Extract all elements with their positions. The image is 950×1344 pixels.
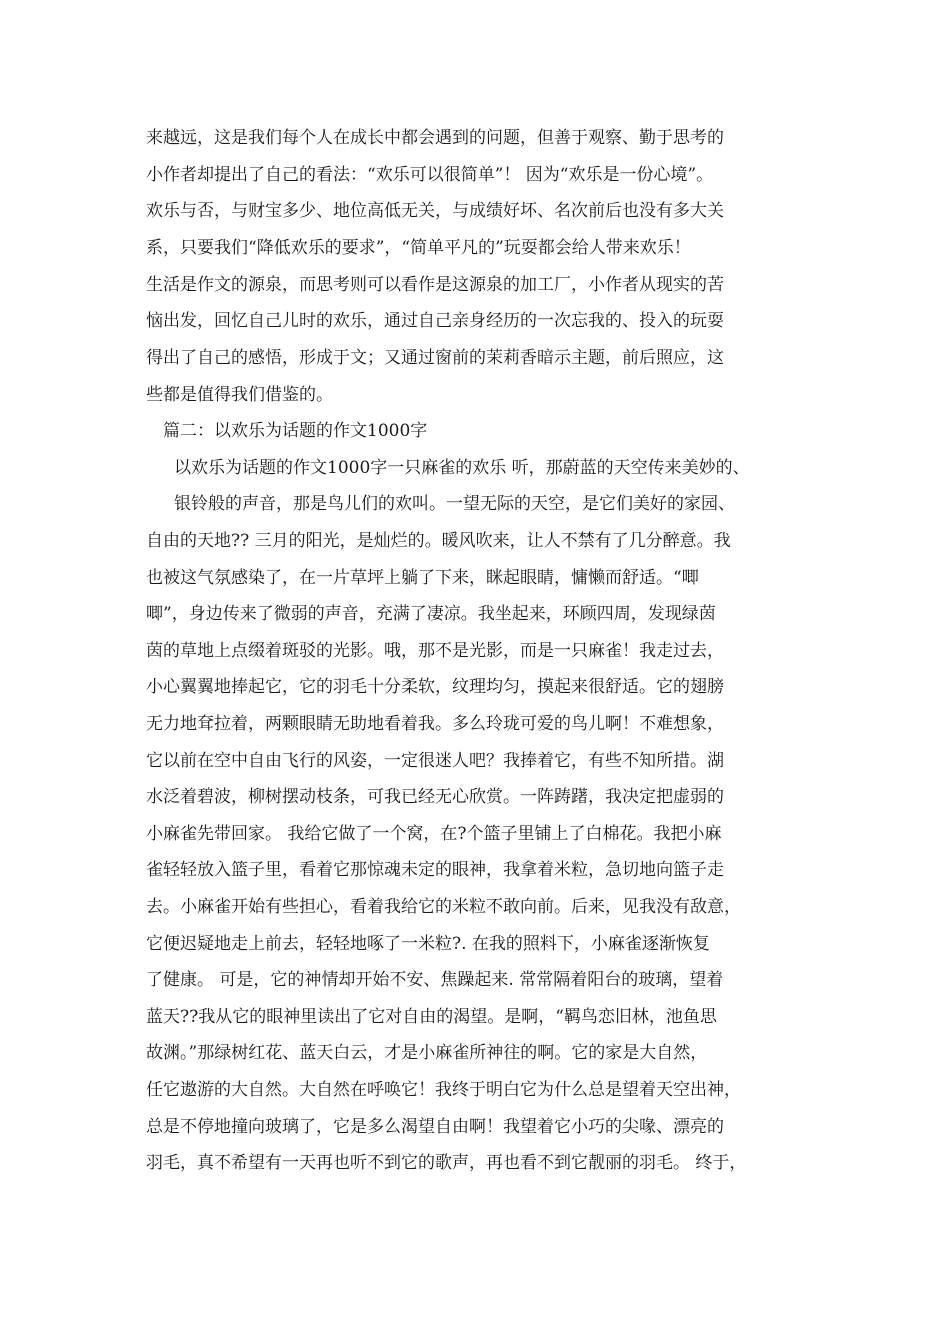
text-line: 它便迟疑地走上前去，轻轻地啄了一米粒?. 在我的照料下，小麻雀逐渐恢复 xyxy=(146,934,710,954)
text-line: 雀轻轻放入篮子里，看着它那惊魂未定的眼神，我拿着米粒，急切地向篮子走 xyxy=(146,860,724,880)
text-line: 羽毛，真不希望有一天再也听不到它的歌声，再也看不到它靓丽的羽毛。 终于， xyxy=(146,1153,747,1173)
text-line: 来越远，这是我们每个人在成长中都会遇到的问题，但善于观察、勤于思考的 xyxy=(146,128,724,148)
text-line: 得出了自己的感悟，形成于文；又通过窗前的茉莉香暗示主题，前后照应，这 xyxy=(146,348,724,368)
text-line: 蓝天??我从它的眼神里读出了它对自由的渴望。是啊，“羁鸟恋旧林，池鱼思 xyxy=(146,1007,717,1027)
text-line: 了健康。 可是，它的神情却开始不安、焦躁起来. 常常隔着阳台的玻璃，望着 xyxy=(146,970,724,990)
text-line: 它以前在空中自由飞行的风姿，一定很迷人吧？我捧着它，有些不知所措。湖 xyxy=(146,751,724,771)
text-line: 银铃般的声音，那是鸟儿们的欢叫。一望无际的天空，是它们美好的家园、 xyxy=(174,494,735,514)
text-line: 唧”，身边传来了微弱的声音，充满了凄凉。我坐起来，环顾四周，发现绿茵 xyxy=(146,604,716,624)
text-line: 小心翼翼地捧起它，它的羽毛十分柔软，纹理均匀，摸起来很舒适。它的翅膀 xyxy=(146,677,724,697)
text-line: 任它遨游的大自然。大自然在呼唤它！我终于明白它为什么总是望着天空出神， xyxy=(146,1080,741,1100)
text-line: 去。小麻雀开始有些担心，看着我给它的米粒不敢向前。后来，见我没有敌意， xyxy=(146,897,741,917)
text-line: 无力地耷拉着，两颗眼睛无助地看着我。多么玲珑可爱的鸟儿啊！不难想象， xyxy=(146,714,724,734)
text-line: 欢乐与否，与财宝多少、地位高低无关，与成绩好坏、名次前后也没有多大关 xyxy=(146,201,724,221)
text-line: 恼出发，回忆自己儿时的欢乐，通过自己亲身经历的一次忘我的、投入的玩耍 xyxy=(146,311,724,331)
section-heading: 篇二：以欢乐为话题的作文1000字 xyxy=(163,421,428,441)
text-line: 小作者却提出了自己的看法：“欢乐可以很简单”！ 因为“欢乐是一份心境”。 xyxy=(146,165,714,185)
text-line: 以欢乐为话题的作文1000字一只麻雀的欢乐 听，那蔚蓝的天空传来美妙的、 xyxy=(174,458,750,478)
text-line: 自由的天地?? 三月的阳光，是灿烂的。暖风吹来，让人不禁有了几分醉意。我 xyxy=(146,531,731,551)
text-line: 小麻雀先带回家。 我给它做了一个窝，在?个篮子里铺上了白棉花。我把小麻 xyxy=(146,824,722,844)
text-line: 系，只要我们“降低欢乐的要求”，“简单平凡的”玩耍都会给人带来欢乐！ xyxy=(146,238,691,258)
text-line: 茵的草地上点缀着斑驳的光影。哦，那不是光影，而是一只麻雀！我走过去， xyxy=(146,641,724,661)
text-line: 故渊。”那绿树红花、蓝天白云，才是小麻雀所神往的啊。它的家是大自然， xyxy=(146,1043,708,1063)
text-line: 也被这气氛感染了，在一片草坪上躺了下来，眯起眼睛，慵懒而舒适。“唧 xyxy=(146,568,699,588)
text-line: 些都是值得我们借鉴的。 xyxy=(146,385,333,405)
text-line: 水泛着碧波，柳树摆动枝条，可我已经无心欣赏。一阵踌躇，我决定把虚弱的 xyxy=(146,787,724,807)
text-line: 总是不停地撞向玻璃了，它是多么渴望自由啊！我望着它小巧的尖喙、漂亮的 xyxy=(146,1117,724,1137)
text-line: 生活是作文的源泉，而思考则可以看作是这源泉的加工厂，小作者从现实的苦 xyxy=(146,275,724,295)
